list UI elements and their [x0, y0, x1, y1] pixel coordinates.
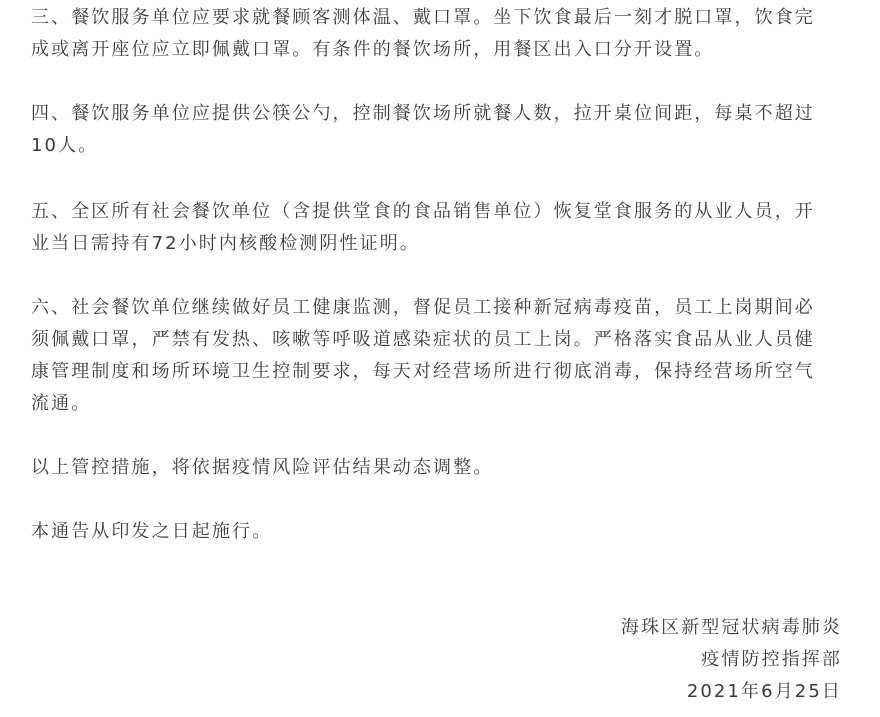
text-line: 以上管控措施，将依据疫情风险评估结果动态调整。: [31, 457, 494, 478]
paragraph-item-4: [31, 98, 815, 162]
text-line: 六、社会餐饮单位继续做好员工健康监测，督促员工接种新冠病毒疫苗，员工上岗期间必: [31, 297, 815, 318]
effective-statement: [31, 516, 272, 548]
text-line: 三、餐饮服务单位应要求就餐顾客测体温、戴口罩。坐下饮食最后一刻才脱口罩，饮食完: [31, 7, 815, 28]
text-line: 成或离开座位应立即佩戴口罩。有条件的餐饮场所，用餐区出入口分开设置。: [31, 39, 715, 60]
issuer-name-line2: 疫情防控指挥部: [701, 649, 842, 670]
adjustment-statement: [31, 452, 493, 484]
text-line: 10人。: [31, 135, 99, 156]
paragraph-item-5: [31, 196, 815, 260]
text-line: 本通告从印发之日起施行。: [31, 521, 273, 542]
paragraph-item-3: [31, 2, 815, 66]
signature-block: [621, 612, 842, 708]
paragraph-item-6: [31, 292, 815, 420]
issuer-name-line1: 海珠区新型冠状病毒肺炎: [620, 617, 842, 638]
issue-date: 2021年6月25日: [686, 681, 842, 702]
text-line: 四、餐饮服务单位应提供公筷公勺，控制餐饮场所就餐人数，拉开桌位间距，每桌不超过: [31, 103, 815, 124]
text-line: 业当日需持有72小时内核酸检测阴性证明。: [31, 233, 420, 254]
text-line: 康管理制度和场所环境卫生控制要求，每天对经营场所进行彻底消毒，保持经营场所空气: [31, 361, 815, 382]
text-line: 流通。: [31, 393, 92, 414]
text-line: 须佩戴口罩，严禁有发热、咳嗽等呼吸道感染症状的员工上岗。严格落实食品从业人员健: [31, 329, 815, 350]
text-line: 五、全区所有社会餐饮单位（含提供堂食的食品销售单位）恢复堂食服务的从业人员，开: [31, 201, 815, 222]
